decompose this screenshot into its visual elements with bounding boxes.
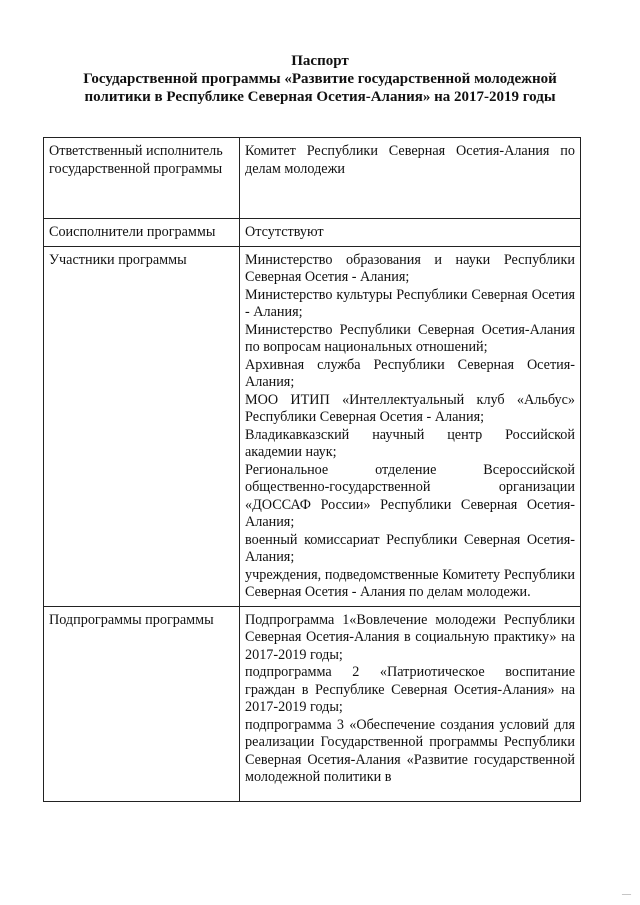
document-title <box>40 52 600 106</box>
content-entry: Министерство Республики Северная Осетия-Алания по вопросам национальных отношений; <box>245 321 575 355</box>
row-content <box>240 246 581 606</box>
content-entry: учреждения, подведомственные Комитету Республики Северная Осетия - Алания по делам молодежи. <box>245 566 575 600</box>
content-entry: Отсутствуют <box>245 224 324 240</box>
content-entry: Министерство культуры Республики Северная Осетия - Алания; <box>245 286 575 320</box>
title-line-passport: Паспорт <box>291 53 349 69</box>
table-row-coexecutors <box>44 219 581 247</box>
content-entry: подпрограмма 2 «Патриотическое воспитание граждан в Республике Северная Осетия-Алания» на 2017-2019 годы; <box>245 664 575 715</box>
content-entry: военный комиссариат Республики Северная Осетия-Алания; <box>245 531 575 565</box>
table-row-participants <box>44 246 581 606</box>
content-entry: МОО ИТИП «Интеллектуальный клуб «Альбус» Республики Северная Осетия - Алания; <box>245 391 575 425</box>
passport-table <box>43 137 581 802</box>
content-entry: Архивная служба Республики Северная Осетия-Алания; <box>245 356 575 390</box>
footer-mark: — <box>622 889 632 899</box>
title-line-program-cont: политики в Республике Северная Осетия-Алания» на 2017-2019 годы <box>84 89 556 105</box>
row-label: Ответственный исполнитель государственной программы <box>44 138 240 219</box>
table-row-subprograms <box>44 606 581 801</box>
content-entry: Комитет Республики Северная Осетия-Алания по делам молодежи <box>245 143 575 177</box>
content-entry: Региональное отделение Всероссийской общественно-государственной организации «ДОССАФ России» Республики Северная Осетия-Алания; <box>245 461 575 530</box>
title-line-program: Государственной программы «Развитие государственной молодежной <box>83 71 557 87</box>
row-content <box>240 219 581 247</box>
table-row-responsible <box>44 138 581 219</box>
row-label: Подпрограммы программы <box>44 606 240 801</box>
content-entry: подпрограмма 3 «Обеспечение создания условий для реализации Государственной программы Республики Северная Осетия-Алания «Развитие государственной молодежной политики в <box>245 716 575 785</box>
row-label: Соисполнители программы <box>44 219 240 247</box>
content-entry: Подпрограмма 1«Вовлечение молодежи Республики Северная Осетия-Алания в социальную практику» на 2017-2019 годы; <box>245 611 575 663</box>
content-entry: Владикавказский научный центр Российской академии наук; <box>245 426 575 460</box>
row-label: Участники программы <box>44 246 240 606</box>
content-entry: Министерство образования и науки Республики Северная Осетия - Алания; <box>245 251 575 285</box>
row-content <box>240 606 581 801</box>
row-content <box>240 138 581 219</box>
